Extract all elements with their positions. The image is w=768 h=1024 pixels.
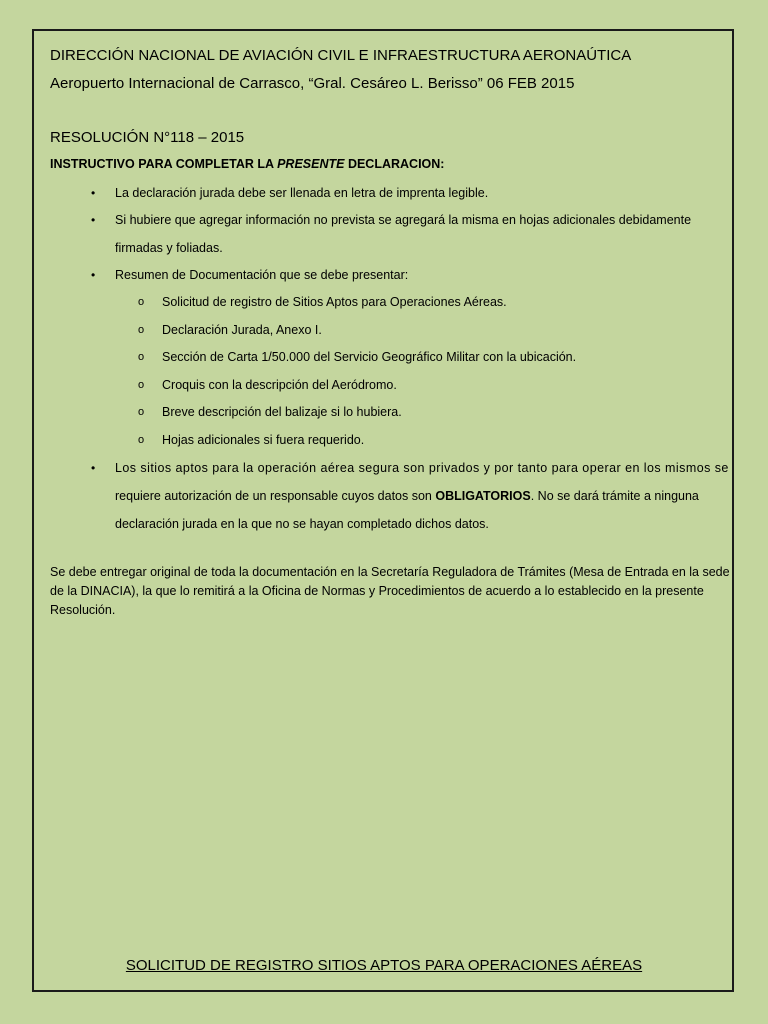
sub-item-4: Croquis con la descripción del Aeródromo.	[162, 378, 397, 392]
obligatorios-emphasis: OBLIGATORIOS	[435, 489, 531, 503]
bullet-marker: •	[91, 186, 96, 200]
sub-item-5: Breve descripción del balizaje si lo hubiera.	[162, 405, 402, 419]
bullet-4-line-3: declaración jurada en la que no se hayan completado dichos datos.	[115, 517, 489, 531]
bullet-3-text: Resumen de Documentación que se debe presentar:	[115, 268, 409, 282]
bullet-marker: •	[91, 268, 96, 282]
bullet-marker: •	[91, 461, 96, 475]
sub-marker: o	[138, 406, 145, 418]
sub-marker: o	[138, 324, 145, 336]
bullet-4-line-1: Los sitios aptos para la operación aérea segura son privados y por tanto para operar en los mismos se	[115, 461, 729, 475]
sub-item-2: Declaración Jurada, Anexo I.	[162, 323, 322, 337]
bullet-4-line-2	[115, 489, 699, 503]
bullet-4-before: requiere autorización de un responsable cuyos datos son	[115, 489, 436, 503]
instructivo-before: INSTRUCTIVO PARA COMPLETAR LA	[50, 157, 278, 171]
header-line-1: DIRECCIÓN NACIONAL DE AVIACIÓN CIVIL E INFRAESTRUCTURA AERONAÚTICA	[50, 47, 632, 64]
instructivo-heading	[50, 157, 444, 171]
sub-marker: o	[138, 434, 145, 446]
instructivo-italic: PRESENTE	[277, 157, 345, 171]
page-border	[32, 29, 734, 992]
form-title: SOLICITUD DE REGISTRO SITIOS APTOS PARA OPERACIONES AÉREAS	[125, 957, 643, 974]
sub-marker: o	[138, 296, 145, 308]
resolution-number: RESOLUCIÓN N°118 – 2015	[50, 129, 245, 146]
instructivo-after: DECLARACION:	[344, 157, 445, 171]
bullet-1-text: La declaración jurada debe ser llenada en letra de imprenta legible.	[115, 186, 489, 200]
sub-marker: o	[138, 351, 145, 363]
bullet-marker: •	[91, 213, 96, 227]
bullet-2-line-1: Si hubiere que agregar información no prevista se agregará la misma en hojas adicionales debidamente	[115, 213, 692, 227]
bullet-2-line-2: firmadas y foliadas.	[115, 241, 223, 255]
bullet-4-after: . No se dará trámite a ninguna	[530, 489, 699, 503]
sub-item-6: Hojas adicionales si fuera requerido.	[162, 433, 365, 447]
sub-item-3: Sección de Carta 1/50.000 del Servicio Geográfico Militar con la ubicación.	[162, 350, 577, 364]
sub-item-1: Solicitud de registro de Sitios Aptos para Operaciones Aéreas.	[162, 295, 507, 309]
sub-marker: o	[138, 379, 145, 391]
delivery-paragraph: Se debe entregar original de toda la documentación en la Secretaría Reguladora de Trámites (Mesa de Entrada en la sede de la DINACIA), la que lo remitirá a la Oficina de Normas y Procedimientos de acuerdo a lo establecido en la presente Resolución.	[50, 565, 730, 617]
header-line-2: Aeropuerto Internacional de Carrasco, “Gral. Cesáreo L. Berisso” 06 FEB 2015	[50, 75, 575, 92]
